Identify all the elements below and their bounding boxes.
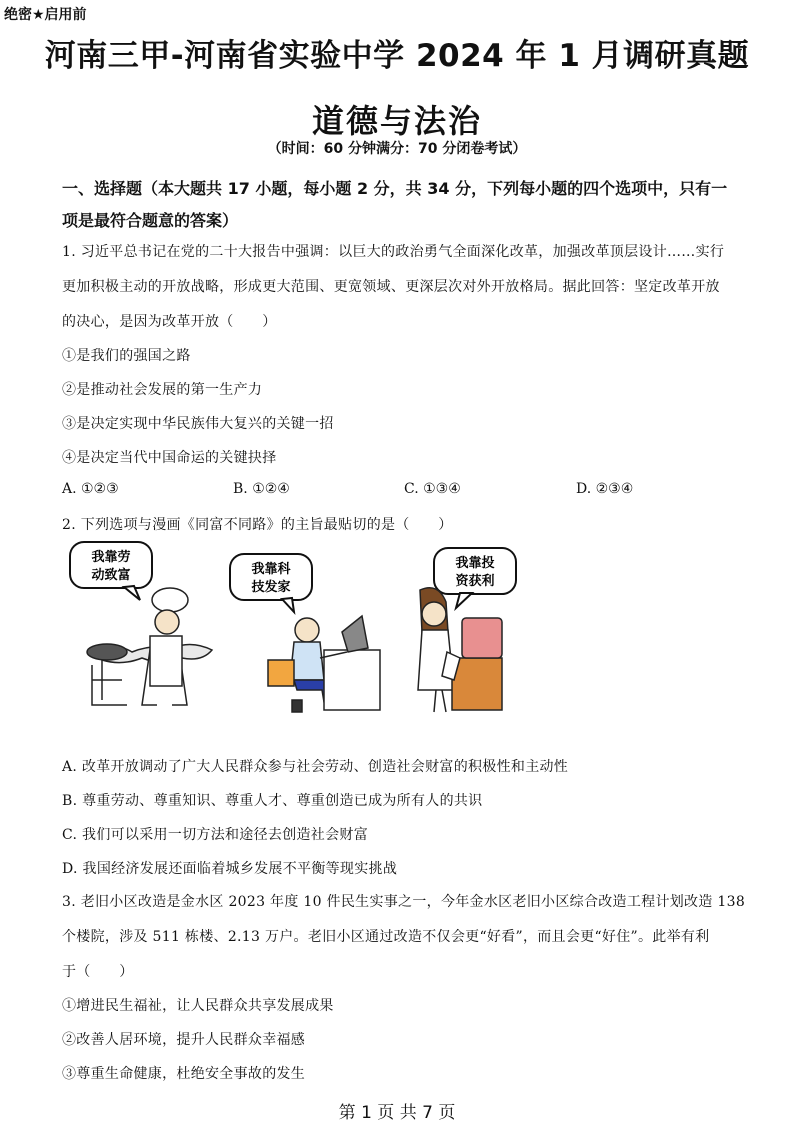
exam-title: 河南三甲-河南省实验中学 2024 年 1 月调研真题	[44, 38, 750, 74]
q1-option-a: A. ①②③	[62, 481, 119, 497]
bubble-3-line1: 我靠投	[455, 556, 495, 571]
bubble-1-line1: 我靠劳	[91, 550, 131, 565]
q1-statement-1: ①是我们的强国之路	[62, 348, 191, 364]
q1-option-d: D. ②③④	[576, 481, 634, 497]
q2-option-b: B. 尊重劳动、尊重知识、尊重人才、尊重创造已成为所有人的共识	[62, 793, 483, 809]
q1-stem-line2: 更加积极主动的开放战略，形成更大范围、更宽领域、更深层次对外开放格局。据此回答：坚定改革开放	[62, 279, 720, 295]
confidential-label: 绝密★启用前	[4, 7, 87, 23]
tech-worker-figure	[268, 616, 380, 712]
q3-statement-1: ①增进民生福祉，让人民群众共享发展成果	[62, 998, 334, 1014]
q3-statement-3: ③尊重生命健康，杜绝安全事故的发生	[62, 1066, 306, 1082]
subject-title: 道德与法治	[311, 102, 482, 140]
q1-statement-3: ③是决定实现中华民族伟大复兴的关键一招	[62, 416, 334, 432]
bubble-2-line1: 我靠科	[251, 562, 291, 577]
speech-bubble-3	[434, 548, 516, 608]
q2-option-c: C. 我们可以采用一切方法和途径去创造社会财富	[62, 827, 369, 843]
q3-statement-2: ②改善人居环境，提升人民群众幸福感	[62, 1032, 306, 1048]
q1-option-b: B. ①②④	[233, 481, 290, 497]
q3-stem-line1: 3. 老旧小区改造是金水区 2023 年度 10 件民生实事之一，今年金水区老旧小区综合改造工程计划改造 138	[62, 894, 746, 910]
cartoon-illustration	[62, 540, 702, 720]
section-heading-line1: 一、选择题（本大题共 17 小题，每小题 2 分，共 34 分，下列每小题的四个选项中，只有一	[62, 179, 728, 198]
q1-option-c: C. ①③④	[404, 481, 461, 497]
q1-statement-4: ④是决定当代中国命运的关键抉择	[62, 450, 277, 466]
chef-figure	[87, 588, 212, 705]
exam-info: （时间：60 分钟满分：70 分闭卷考试）	[267, 141, 527, 157]
bubble-3-line2: 资获利	[455, 574, 495, 589]
bubble-2-line2: 技发家	[251, 580, 291, 595]
section-heading-line2: 项是最符合题意的答案）	[62, 211, 239, 230]
q1-statement-2: ②是推动社会发展的第一生产力	[62, 382, 263, 398]
investor-figure	[418, 588, 502, 712]
speech-bubble-1	[70, 542, 152, 600]
q3-stem-line3: 于（ ）	[62, 964, 134, 980]
q1-stem-line3: 的决心，是因为改革开放（ ）	[62, 314, 277, 330]
bubble-1-line2: 动致富	[91, 568, 131, 583]
page-footer: 第 1 页 共 7 页	[338, 1103, 456, 1123]
q2-stem: 2. 下列选项与漫画《同富不同路》的主旨最贴切的是（ ）	[62, 517, 453, 533]
q1-stem-line1: 1. 习近平总书记在党的二十大报告中强调：以巨大的政治勇气全面深化改革，加强改革顶层设计……实行	[62, 244, 725, 260]
q2-option-d: D. 我国经济发展还面临着城乡发展不平衡等现实挑战	[62, 861, 398, 877]
q2-option-a: A. 改革开放调动了广大人民群众参与社会劳动、创造社会财富的积极性和主动性	[62, 759, 569, 775]
speech-bubble-2	[230, 554, 312, 612]
q3-stem-line2: 个楼院，涉及 511 栋楼、2.13 万户。老旧小区通过改造不仅会更“好看”，而且会更“好住”。此举有利	[62, 929, 710, 945]
